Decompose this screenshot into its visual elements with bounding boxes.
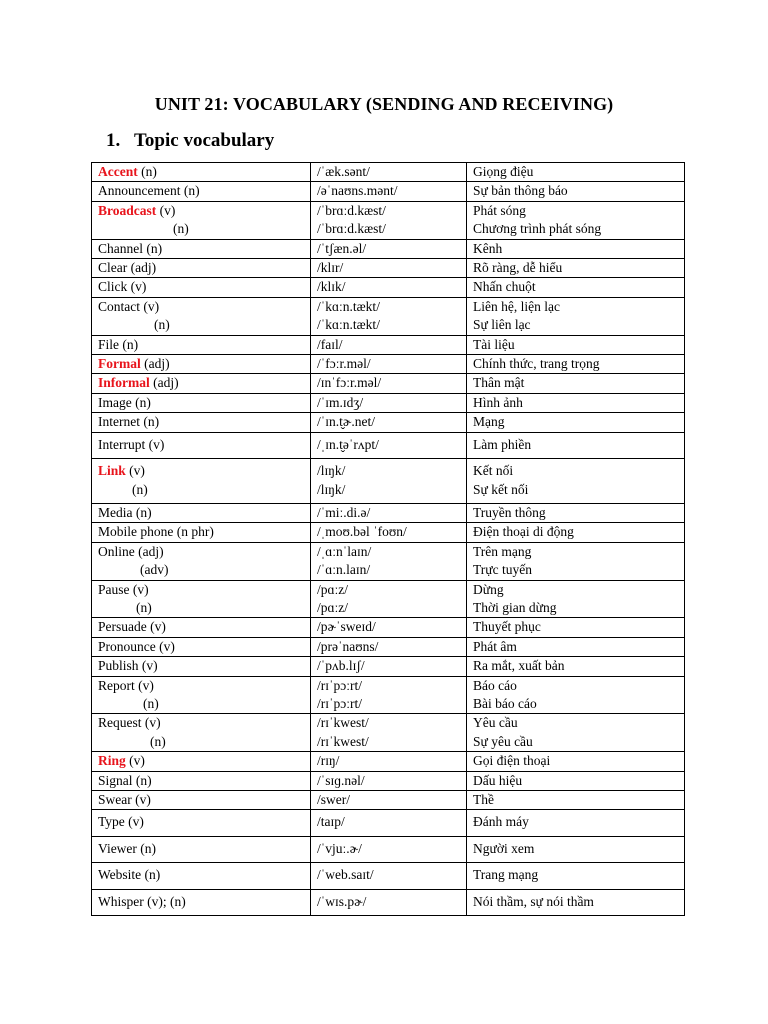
vocab-word-line	[98, 695, 310, 713]
vocab-ipa: /pɑːz/	[317, 599, 349, 615]
vocab-word: Channel (n)	[98, 240, 163, 256]
vocab-ipa: /ˈfɔːr.məl/	[317, 356, 371, 372]
vocab-meaning: Sự liên lạc	[473, 317, 531, 333]
vocab-meaning: Điện thoại di động	[473, 524, 574, 540]
vocab-part-of-speech: (adj)	[149, 375, 179, 391]
vocab-meaning: Thời gian dừng	[473, 599, 557, 615]
vocab-ipa: /əˈnaʊns.mənt/	[317, 183, 398, 199]
vocab-word-line	[98, 504, 310, 522]
vocab-row	[92, 889, 685, 915]
vocab-ipa: /ˈbrɑːd.kæst/	[317, 202, 386, 218]
vocab-word-cell	[92, 297, 311, 335]
vocab-word-highlighted: Formal	[98, 356, 141, 372]
vocab-part-of-speech: (n)	[150, 733, 166, 749]
vocab-word-line	[98, 791, 310, 809]
vocab-meaning-cell	[467, 182, 685, 201]
vocab-word-cell	[92, 523, 311, 542]
vocab-meaning-cell	[467, 259, 685, 278]
vocab-ipa: /pɑːz/	[317, 581, 349, 597]
vocab-row	[92, 714, 685, 752]
vocab-ipa: /ˈsɪɡ.nəl/	[317, 772, 365, 788]
vocab-meaning-cell	[467, 163, 685, 182]
vocab-ipa-cell	[311, 393, 467, 412]
vocab-ipa-cell	[311, 182, 467, 201]
vocab-meaning: Phát âm	[473, 638, 517, 654]
vocab-row	[92, 432, 685, 458]
vocab-ipa: /rɪŋ/	[317, 753, 340, 769]
vocab-word-line	[98, 182, 310, 200]
vocab-ipa: /ˈæk.sənt/	[317, 164, 370, 179]
vocab-row	[92, 163, 685, 182]
vocab-meaning-cell	[467, 714, 685, 752]
vocab-row	[92, 259, 685, 278]
vocab-meaning-cell	[467, 239, 685, 258]
vocab-meaning-cell	[467, 889, 685, 915]
vocab-word-cell	[92, 889, 311, 915]
vocab-ipa: /ˈɪn.t̬ɚ.net/	[317, 414, 375, 430]
vocab-meaning-cell	[467, 771, 685, 790]
vocab-meaning: Người xem	[473, 840, 535, 856]
vocab-word-highlighted: Broadcast	[98, 202, 157, 218]
vocab-part-of-speech: (n)	[173, 221, 189, 237]
vocab-ipa-cell	[311, 580, 467, 618]
vocab-word-line	[98, 202, 310, 220]
vocab-word-cell	[92, 863, 311, 889]
vocab-part-of-speech: (n)	[137, 164, 157, 179]
vocab-row	[92, 523, 685, 542]
vocab-meaning: Liên hệ, liện lạc	[473, 298, 560, 314]
vocab-word-cell	[92, 393, 311, 412]
vocab-word-cell	[92, 836, 311, 862]
vocab-word-cell	[92, 259, 311, 278]
vocab-meaning: Tài liệu	[473, 336, 515, 352]
vocab-word: Publish (v)	[98, 658, 158, 674]
vocab-meaning: Báo cáo	[473, 677, 517, 693]
vocab-ipa-cell	[311, 259, 467, 278]
vocab-ipa: /ˈwɪs.pɚ/	[317, 893, 367, 909]
vocab-ipa: /ˈkɑːn.tækt/	[317, 317, 380, 333]
vocab-ipa-cell	[311, 791, 467, 810]
vocab-meaning-cell	[467, 278, 685, 297]
vocab-word-line	[98, 163, 310, 181]
vocab-word: Clear (adj)	[98, 260, 157, 276]
vocab-word-line	[98, 840, 310, 858]
vocab-meaning-cell	[467, 618, 685, 637]
vocab-ipa: /lɪŋk/	[317, 481, 346, 497]
vocab-word-highlighted: Link	[98, 463, 126, 479]
vocab-ipa: /ˈvjuː.ɚ/	[317, 840, 362, 856]
vocab-word: Contact (v)	[98, 298, 160, 314]
vocabulary-table	[91, 162, 685, 916]
vocab-word-line	[98, 677, 310, 695]
vocab-word-line	[98, 394, 310, 412]
vocab-row	[92, 503, 685, 522]
vocab-ipa-cell	[311, 542, 467, 580]
vocab-word-line	[98, 220, 310, 238]
vocab-word-line	[98, 618, 310, 636]
vocab-word-cell	[92, 657, 311, 676]
vocab-word-cell	[92, 413, 311, 432]
vocab-meaning: Dừng	[473, 581, 504, 597]
vocab-word-highlighted: Informal	[98, 375, 150, 391]
vocab-ipa: /taɪp/	[317, 814, 345, 830]
vocab-row	[92, 542, 685, 580]
vocab-word-cell	[92, 580, 311, 618]
vocab-word-line	[98, 355, 310, 373]
vocab-word: Swear (v)	[98, 792, 151, 807]
vocab-word: Image (n)	[98, 394, 151, 410]
vocab-word-highlighted: Accent	[98, 164, 138, 179]
vocab-part-of-speech: (v)	[125, 463, 145, 479]
vocab-meaning: Bài báo cáo	[473, 695, 537, 711]
vocab-word-line	[98, 752, 310, 770]
vocab-meaning: Đánh máy	[473, 814, 529, 830]
vocab-row	[92, 374, 685, 393]
vocab-word: Whisper (v); (n)	[98, 893, 186, 909]
vocab-word-cell	[92, 752, 311, 771]
vocab-word-line	[98, 733, 310, 751]
vocab-word-line	[98, 813, 310, 831]
vocab-word-line	[98, 714, 310, 732]
vocab-row	[92, 836, 685, 862]
vocab-ipa-cell	[311, 523, 467, 542]
vocab-meaning: Nhấn chuột	[473, 279, 536, 295]
vocab-row	[92, 810, 685, 836]
vocab-row	[92, 752, 685, 771]
vocab-meaning: Sự bản thông báo	[473, 183, 568, 199]
vocab-ipa-cell	[311, 374, 467, 393]
vocab-word-cell	[92, 459, 311, 504]
vocab-meaning-cell	[467, 355, 685, 374]
vocab-ipa-cell	[311, 413, 467, 432]
vocab-meaning-cell	[467, 863, 685, 889]
vocab-ipa-cell	[311, 637, 467, 656]
vocab-row	[92, 278, 685, 297]
vocab-meaning: Thuyết phục	[473, 619, 541, 635]
vocab-word-cell	[92, 163, 311, 182]
vocab-row	[92, 355, 685, 374]
vocab-word-cell	[92, 637, 311, 656]
vocab-ipa-cell	[311, 752, 467, 771]
vocab-meaning-cell	[467, 335, 685, 354]
vocab-meaning-cell	[467, 752, 685, 771]
vocab-ipa: /ˈɑːn.laɪn/	[317, 562, 371, 578]
vocab-ipa-cell	[311, 297, 467, 335]
vocab-word-line	[98, 436, 310, 454]
vocab-meaning-cell	[467, 297, 685, 335]
vocab-meaning: Làm phiền	[473, 436, 532, 452]
vocab-word-cell	[92, 239, 311, 258]
vocab-word-line	[98, 599, 310, 617]
vocab-ipa-cell	[311, 335, 467, 354]
vocab-word-cell	[92, 182, 311, 201]
vocab-row	[92, 771, 685, 790]
vocab-word-cell	[92, 771, 311, 790]
vocab-row	[92, 459, 685, 504]
vocab-meaning: Nói thầm, sự nói thầm	[473, 893, 594, 909]
vocab-word-line	[98, 374, 310, 392]
vocab-ipa: /ˈɪm.ɪdʒ/	[317, 394, 364, 410]
vocab-meaning: Dấu hiệu	[473, 772, 523, 788]
vocab-word-cell	[92, 791, 311, 810]
vocab-meaning: Thân mật	[473, 375, 525, 391]
vocab-meaning: Thề	[473, 792, 494, 807]
vocab-word-cell	[92, 335, 311, 354]
vocab-meaning-cell	[467, 374, 685, 393]
vocab-meaning-cell	[467, 413, 685, 432]
vocab-ipa-cell	[311, 201, 467, 239]
vocab-word: Pronounce (v)	[98, 638, 175, 654]
vocab-word: Pause (v)	[98, 581, 149, 597]
vocab-ipa-cell	[311, 657, 467, 676]
vocab-row	[92, 618, 685, 637]
vocab-ipa: /rɪˈkwest/	[317, 733, 369, 749]
vocab-meaning: Gọi điện thoại	[473, 753, 551, 769]
vocab-meaning-cell	[467, 637, 685, 656]
vocab-ipa-cell	[311, 355, 467, 374]
vocab-row	[92, 297, 685, 335]
vocab-meaning: Sự kết nối	[473, 481, 529, 497]
vocab-word-cell	[92, 618, 311, 637]
vocab-word-line	[98, 523, 310, 541]
vocab-meaning-cell	[467, 791, 685, 810]
vocab-meaning: Truyền thông	[473, 504, 546, 520]
vocab-row	[92, 657, 685, 676]
vocab-meaning: Ra mắt, xuất bản	[473, 658, 565, 674]
vocab-meaning-cell	[467, 393, 685, 412]
vocab-ipa: /swer/	[317, 792, 350, 807]
vocab-ipa-cell	[311, 459, 467, 504]
vocab-part-of-speech: (adj)	[140, 356, 170, 372]
vocab-ipa: /rɪˈpɔːrt/	[317, 695, 362, 711]
vocab-word-line	[98, 561, 310, 579]
vocab-ipa: /ˈmiː.di.ə/	[317, 504, 371, 520]
vocab-word-cell	[92, 278, 311, 297]
vocab-row	[92, 182, 685, 201]
vocab-meaning: Trực tuyến	[473, 562, 532, 578]
vocab-ipa: /klɪk/	[317, 279, 346, 295]
vocab-word: Viewer (n)	[98, 840, 157, 856]
vocab-word: Signal (n)	[98, 772, 152, 788]
vocab-word-line	[98, 278, 310, 296]
vocab-row	[92, 791, 685, 810]
vocab-ipa: /pɚˈsweɪd/	[317, 619, 376, 635]
vocab-meaning: Kênh	[473, 240, 503, 256]
vocab-word: Online (adj)	[98, 543, 164, 559]
vocab-part-of-speech: (n)	[132, 481, 148, 497]
vocab-word-line	[98, 462, 310, 480]
vocab-ipa-cell	[311, 163, 467, 182]
vocab-ipa: /rɪˈkwest/	[317, 715, 369, 731]
vocab-part-of-speech: (n)	[136, 599, 152, 615]
vocab-meaning-cell	[467, 459, 685, 504]
vocab-word: Mobile phone (n phr)	[98, 524, 214, 540]
vocab-word-line	[98, 893, 310, 911]
vocab-ipa: /ˌmoʊ.bəl ˈfoʊn/	[317, 524, 407, 540]
vocab-row	[92, 637, 685, 656]
vocab-ipa: /ˈbrɑːd.kæst/	[317, 221, 386, 237]
vocab-word-cell	[92, 676, 311, 714]
vocab-word-line	[98, 581, 310, 599]
vocab-meaning-cell	[467, 432, 685, 458]
vocab-meaning: Trang mạng	[473, 867, 539, 883]
vocab-row	[92, 863, 685, 889]
vocab-meaning: Chính thức, trang trọng	[473, 356, 600, 372]
vocab-row	[92, 413, 685, 432]
vocab-ipa-cell	[311, 714, 467, 752]
vocab-ipa: /klɪr/	[317, 260, 344, 276]
vocab-ipa: /prəˈnaʊns/	[317, 638, 379, 654]
vocab-row	[92, 580, 685, 618]
vocab-word-cell	[92, 432, 311, 458]
vocab-ipa-cell	[311, 432, 467, 458]
vocab-ipa: /ˌɑːnˈlaɪn/	[317, 543, 372, 559]
vocab-row	[92, 676, 685, 714]
vocab-ipa: /ˈkɑːn.tækt/	[317, 298, 380, 314]
vocab-meaning: Phát sóng	[473, 202, 526, 218]
vocab-ipa-cell	[311, 863, 467, 889]
vocab-ipa-cell	[311, 676, 467, 714]
vocab-meaning: Rõ ràng, dễ hiểu	[473, 260, 563, 276]
vocab-meaning: Sự yêu cầu	[473, 733, 533, 749]
vocab-row	[92, 201, 685, 239]
vocab-word-line	[98, 772, 310, 790]
vocab-ipa-cell	[311, 618, 467, 637]
vocab-ipa: /faɪl/	[317, 336, 343, 352]
vocab-word-line	[98, 336, 310, 354]
vocab-word: Internet (n)	[98, 414, 160, 430]
vocab-meaning: Giọng điệu	[473, 164, 534, 179]
vocab-ipa-cell	[311, 810, 467, 836]
vocab-word-cell	[92, 714, 311, 752]
vocab-part-of-speech: (v)	[125, 753, 145, 769]
vocab-word-line	[98, 638, 310, 656]
section-number: 1.	[106, 130, 121, 151]
vocab-meaning-cell	[467, 580, 685, 618]
vocab-word-line	[98, 259, 310, 277]
vocab-word-line	[98, 866, 310, 884]
vocab-row	[92, 335, 685, 354]
vocab-ipa-cell	[311, 836, 467, 862]
vocab-part-of-speech: (v)	[156, 202, 176, 218]
vocab-ipa: /rɪˈpɔːrt/	[317, 677, 362, 693]
vocab-word: Request (v)	[98, 715, 161, 731]
vocab-meaning: Yêu cầu	[473, 715, 518, 731]
vocab-word-line	[98, 413, 310, 431]
vocab-word-cell	[92, 542, 311, 580]
vocab-ipa-cell	[311, 239, 467, 258]
vocab-ipa: /ˈpʌb.lɪʃ/	[317, 658, 365, 674]
vocab-word: Media (n)	[98, 504, 152, 520]
vocab-ipa-cell	[311, 771, 467, 790]
vocab-row	[92, 239, 685, 258]
vocab-meaning-cell	[467, 657, 685, 676]
vocab-meaning: Trên mạng	[473, 543, 532, 559]
vocab-word-line	[98, 543, 310, 561]
vocab-word: Click (v)	[98, 279, 147, 295]
vocab-word-cell	[92, 201, 311, 239]
vocab-ipa: /ˈweb.saɪt/	[317, 867, 374, 883]
vocab-ipa-cell	[311, 889, 467, 915]
vocab-word: Website (n)	[98, 867, 161, 883]
vocab-part-of-speech: (n)	[154, 317, 170, 333]
vocab-word: Interrupt (v)	[98, 436, 165, 452]
vocabulary-table-body	[92, 163, 685, 916]
vocab-word-line	[98, 657, 310, 675]
vocab-meaning: Kết nối	[473, 463, 514, 479]
vocab-ipa: /ɪnˈfɔːr.məl/	[317, 375, 382, 391]
vocab-word-highlighted: Ring	[98, 753, 126, 769]
vocab-word: Type (v)	[98, 814, 144, 830]
vocab-meaning: Mạng	[473, 414, 505, 430]
vocab-word: Persuade (v)	[98, 619, 166, 635]
vocab-ipa: /ˌɪn.t̬əˈrʌpt/	[317, 436, 379, 452]
vocab-meaning-cell	[467, 523, 685, 542]
vocab-ipa-cell	[311, 278, 467, 297]
section-heading-text: Topic vocabulary	[134, 130, 275, 151]
vocab-meaning: Chương trình phát sóng	[473, 221, 602, 237]
vocab-ipa: /lɪŋk/	[317, 463, 346, 479]
vocab-word-line	[98, 298, 310, 316]
vocab-ipa: /ˈtʃæn.əl/	[317, 240, 367, 256]
vocab-word-line	[98, 316, 310, 334]
vocab-word-line	[98, 481, 310, 499]
vocab-word-cell	[92, 810, 311, 836]
vocab-meaning-cell	[467, 503, 685, 522]
vocab-meaning-cell	[467, 542, 685, 580]
vocab-part-of-speech: (n)	[143, 695, 159, 711]
vocab-word-cell	[92, 355, 311, 374]
vocab-word: File (n)	[98, 336, 139, 352]
vocab-meaning-cell	[467, 676, 685, 714]
section-heading	[106, 130, 274, 152]
vocab-meaning-cell	[467, 201, 685, 239]
vocab-part-of-speech: (adv)	[140, 562, 169, 578]
vocab-word: Report (v)	[98, 677, 154, 693]
vocab-word-cell	[92, 503, 311, 522]
vocab-word-cell	[92, 374, 311, 393]
vocab-meaning: Hình ảnh	[473, 394, 523, 410]
vocab-ipa-cell	[311, 503, 467, 522]
vocab-row	[92, 393, 685, 412]
vocab-meaning-cell	[467, 836, 685, 862]
vocab-word: Announcement (n)	[98, 183, 200, 199]
vocab-word-line	[98, 240, 310, 258]
vocab-meaning-cell	[467, 810, 685, 836]
page-title: UNIT 21: VOCABULARY (SENDING AND RECEIVING)	[154, 94, 614, 114]
